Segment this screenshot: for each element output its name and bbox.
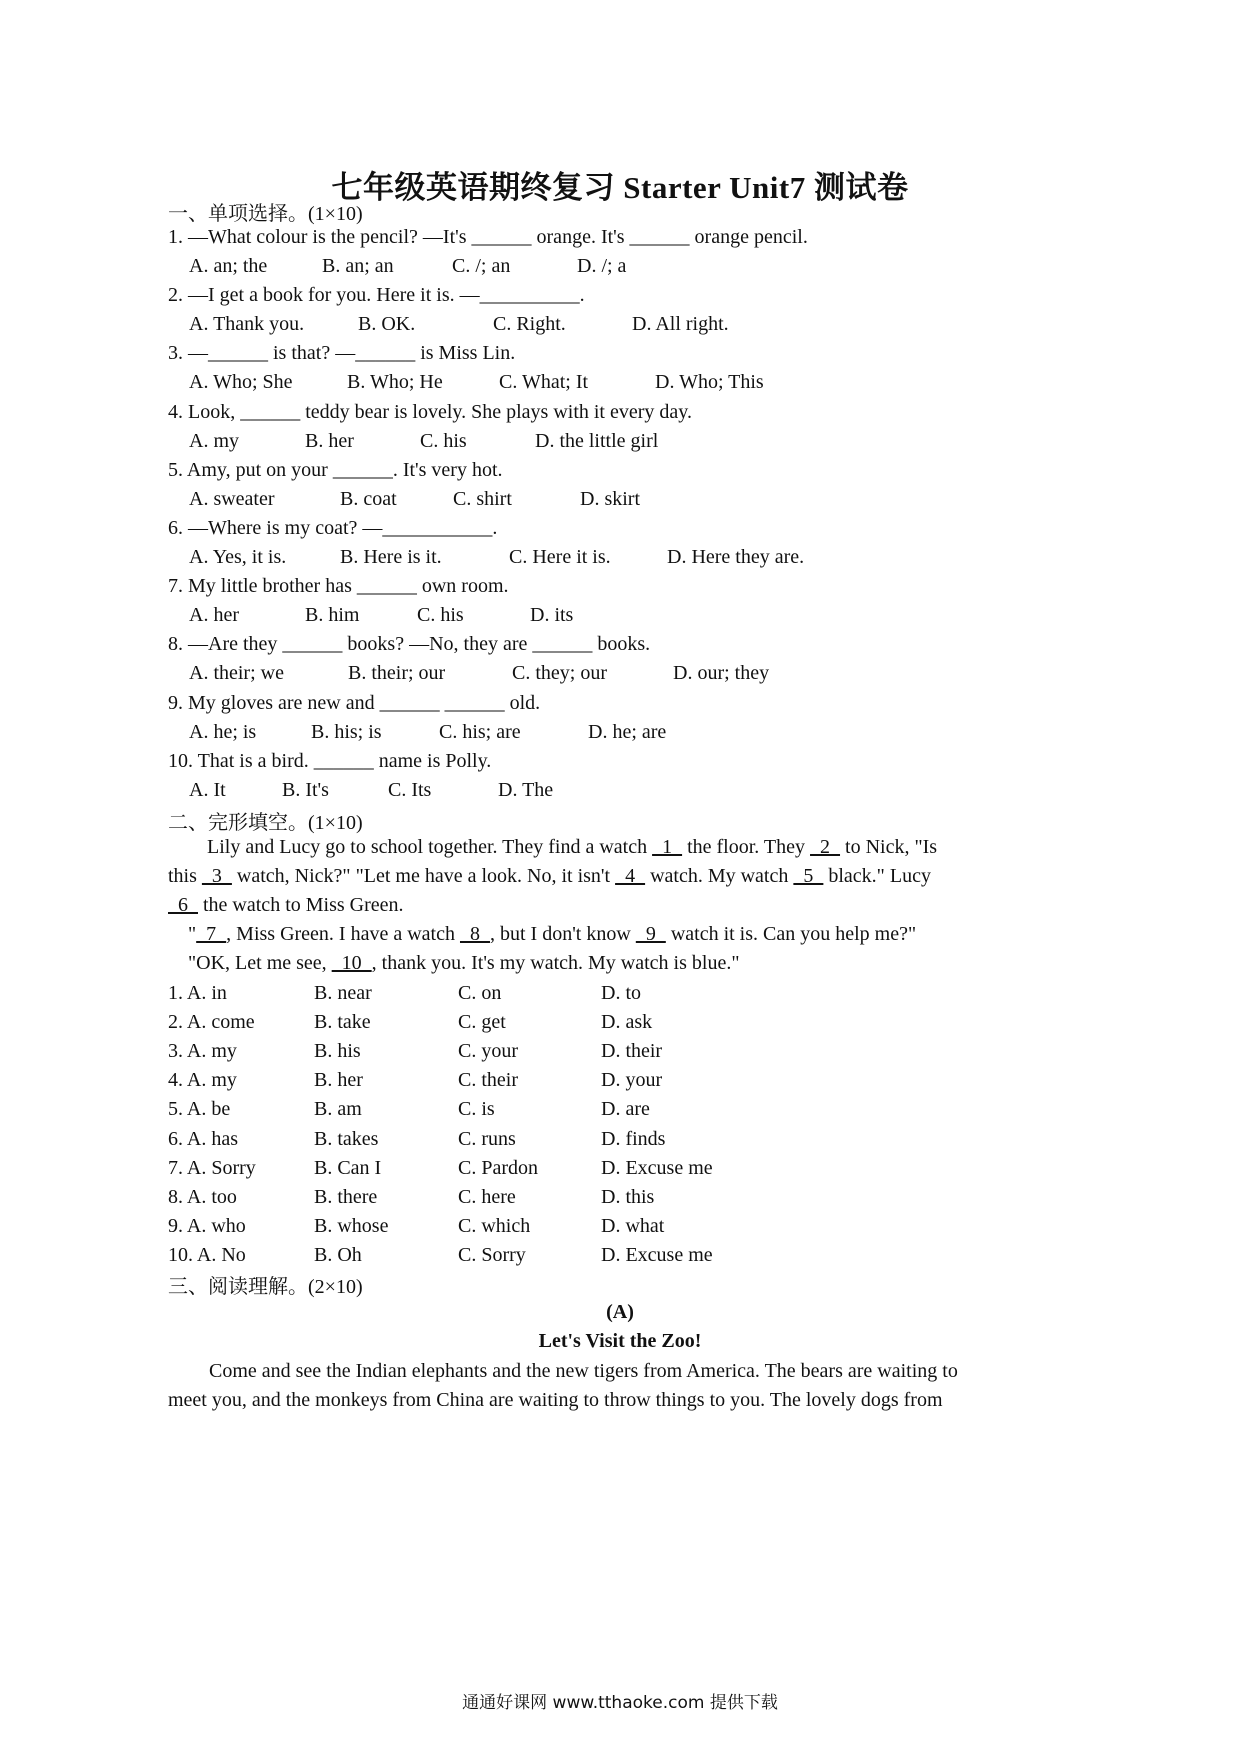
question-option: C. his; are bbox=[439, 720, 521, 743]
question-option: C. Here it is. bbox=[509, 546, 611, 568]
cloze-option: C. runs bbox=[458, 1127, 516, 1150]
question-option: B. coat bbox=[340, 487, 397, 510]
cloze-option: B. near bbox=[314, 982, 372, 1004]
cloze-option: B. am bbox=[314, 1098, 362, 1121]
page-footer: 通通好课网 www.tthaoke.com 提供下载 bbox=[462, 1693, 778, 1713]
question-stem: 5. Amy, put on your ______. It's very hot. bbox=[168, 458, 503, 481]
cloze-text: the watch to Miss Green. bbox=[198, 894, 404, 916]
cloze-option: D. Excuse me bbox=[601, 1243, 713, 1266]
cloze-option: D. finds bbox=[601, 1127, 666, 1150]
question-option: A. It bbox=[189, 778, 226, 801]
cloze-text: watch it is. Can you help me?" bbox=[665, 923, 917, 945]
question-option: C. What; It bbox=[499, 371, 589, 394]
cloze-option: 7. A. Sorry bbox=[168, 1156, 256, 1179]
cloze-option: 3. A. my bbox=[168, 1040, 237, 1063]
cloze-option: B. there bbox=[314, 1185, 378, 1208]
question-option: A. Thank you. bbox=[189, 313, 305, 336]
reading-passage-line: meet you, and the monkeys from China are waiting to throw things to you. The lovely dogs from bbox=[168, 1389, 943, 1411]
cloze-blank: 7 bbox=[196, 923, 227, 945]
cloze-text: , but I don't know bbox=[489, 923, 636, 945]
cloze-option: B. take bbox=[314, 1011, 371, 1034]
question-option: B. his; is bbox=[311, 720, 382, 743]
cloze-blank: 8 bbox=[459, 923, 490, 945]
question-option: B. Who; He bbox=[347, 371, 443, 394]
question-stem: 3. —______ is that? —______ is Miss Lin. bbox=[168, 342, 516, 365]
cloze-text: black." Lucy bbox=[823, 865, 931, 887]
cloze-option: 2. A. come bbox=[168, 1011, 255, 1034]
question-option: D. All right. bbox=[632, 313, 729, 336]
cloze-text: , Miss Green. I have a watch bbox=[226, 923, 460, 945]
cloze-option: D. your bbox=[601, 1069, 663, 1092]
cloze-option: C. here bbox=[458, 1185, 516, 1208]
cloze-option: C. on bbox=[458, 982, 502, 1004]
section2-heading: 二、完形填空。(1×10) bbox=[168, 812, 363, 834]
question-option: C. his bbox=[417, 604, 464, 627]
cloze-option: D. what bbox=[601, 1214, 665, 1237]
cloze-option: D. this bbox=[601, 1185, 655, 1208]
cloze-text: " bbox=[188, 923, 197, 945]
cloze-option: C. your bbox=[458, 1040, 518, 1063]
question-stem: 7. My little brother has ______ own room. bbox=[168, 575, 509, 598]
cloze-option: C. get bbox=[458, 1011, 506, 1034]
section3-heading: 三、阅读理解。(2×10) bbox=[168, 1276, 363, 1298]
question-option: A. he; is bbox=[189, 720, 257, 743]
cloze-text: watch, Nick?" "Let me have a look. No, it isn't bbox=[231, 865, 616, 887]
cloze-blank: 4 bbox=[615, 865, 646, 887]
cloze-option: D. their bbox=[601, 1040, 663, 1063]
question-stem: 4. Look, ______ teddy bear is lovely. She plays with it every day. bbox=[168, 400, 692, 423]
cloze-blank: 6 bbox=[168, 894, 198, 916]
question-stem: 2. —I get a book for you. Here it is. —__________. bbox=[168, 284, 585, 307]
question-option: A. her bbox=[189, 604, 239, 627]
question-option: D. its bbox=[530, 604, 574, 627]
cloze-text: Lily and Lucy go to school together. They find a watch bbox=[207, 836, 653, 858]
question-option: A. Who; She bbox=[189, 371, 293, 394]
question-option: C. they; our bbox=[512, 662, 607, 685]
question-option: D. our; they bbox=[673, 662, 770, 685]
cloze-text: "OK, Let me see, bbox=[188, 952, 332, 974]
cloze-blank: 9 bbox=[635, 923, 666, 945]
question-option: D. /; a bbox=[577, 255, 627, 277]
question-option: B. him bbox=[305, 604, 360, 627]
reading-passage-title: Let's Visit the Zoo! bbox=[538, 1330, 702, 1352]
cloze-blank: 5 bbox=[793, 865, 824, 887]
cloze-passage-line bbox=[188, 952, 740, 975]
question-option: A. their; we bbox=[189, 662, 284, 685]
cloze-option: 1. A. in bbox=[168, 982, 227, 1004]
reading-passage-line: Come and see the Indian elephants and the new tigers from America. The bears are waiting to bbox=[209, 1360, 958, 1382]
cloze-passage-line bbox=[168, 894, 404, 917]
question-option: A. my bbox=[189, 429, 239, 452]
cloze-option: D. Excuse me bbox=[601, 1156, 713, 1179]
question-option: B. an; an bbox=[322, 255, 394, 277]
cloze-option: 4. A. my bbox=[168, 1069, 237, 1092]
cloze-option: 5. A. be bbox=[168, 1098, 231, 1121]
question-option: A. an; the bbox=[189, 255, 268, 277]
question-stem: 6. —Where is my coat? —___________. bbox=[168, 517, 498, 539]
question-stem: 9. My gloves are new and ______ ______ old. bbox=[168, 691, 541, 714]
cloze-text: the floor. They bbox=[682, 836, 811, 858]
question-stem: 10. That is a bird. ______ name is Polly. bbox=[168, 749, 492, 772]
question-option: C. his bbox=[420, 429, 467, 452]
cloze-option: C. is bbox=[458, 1098, 495, 1121]
cloze-blank: 10 bbox=[331, 952, 372, 974]
question-option: D. Who; This bbox=[655, 371, 764, 394]
cloze-option: D. to bbox=[601, 982, 641, 1004]
cloze-text: to Nick, "Is bbox=[840, 836, 938, 858]
cloze-option: B. whose bbox=[314, 1214, 389, 1237]
section1-heading: 一、单项选择。(1×10) bbox=[168, 203, 363, 225]
cloze-option: B. takes bbox=[314, 1127, 379, 1150]
question-option: C. Its bbox=[388, 778, 432, 801]
cloze-option: D. ask bbox=[601, 1011, 653, 1034]
cloze-option: D. are bbox=[601, 1098, 650, 1121]
page-title: 七年级英语期终复习 Starter Unit7 测试卷 bbox=[331, 170, 909, 205]
question-option: D. skirt bbox=[580, 487, 640, 510]
question-option: B. Here is it. bbox=[340, 546, 442, 568]
cloze-option: C. which bbox=[458, 1214, 531, 1237]
cloze-option: C. Pardon bbox=[458, 1156, 538, 1179]
question-option: B. their; our bbox=[348, 662, 446, 685]
cloze-blank: 3 bbox=[201, 865, 232, 887]
cloze-option: 8. A. too bbox=[168, 1185, 237, 1208]
question-option: B. OK. bbox=[358, 313, 416, 336]
question-option: C. Right. bbox=[493, 313, 566, 336]
cloze-option: C. their bbox=[458, 1069, 518, 1092]
cloze-text: this bbox=[168, 865, 202, 887]
cloze-blank: 2 bbox=[810, 836, 841, 858]
question-option: D. the little girl bbox=[535, 429, 659, 452]
question-option: A. Yes, it is. bbox=[189, 546, 287, 568]
cloze-option: 10. A. No bbox=[168, 1243, 246, 1266]
cloze-passage-line bbox=[207, 836, 937, 859]
cloze-text: watch. My watch bbox=[645, 865, 794, 887]
question-stem: 1. —What colour is the pencil? —It's ______ orange. It's ______ orange pencil. bbox=[168, 226, 808, 248]
cloze-option: 6. A. has bbox=[168, 1127, 238, 1150]
question-option: D. he; are bbox=[588, 720, 667, 743]
question-option: B. her bbox=[305, 429, 354, 452]
question-stem: 8. —Are they ______ books? —No, they are ______ books. bbox=[168, 633, 651, 656]
cloze-passage-line bbox=[168, 865, 931, 888]
cloze-option: C. Sorry bbox=[458, 1243, 526, 1266]
cloze-option: 9. A. who bbox=[168, 1214, 246, 1237]
cloze-text: , thank you. It's my watch. My watch is blue." bbox=[371, 952, 740, 974]
cloze-blank: 1 bbox=[652, 836, 683, 858]
cloze-passage-line bbox=[188, 923, 916, 946]
question-option: D. Here they are. bbox=[667, 546, 805, 568]
question-option: C. shirt bbox=[453, 487, 512, 510]
question-option: D. The bbox=[498, 778, 554, 801]
cloze-option: B. Oh bbox=[314, 1243, 362, 1266]
reading-part-label: (A) bbox=[606, 1301, 634, 1323]
cloze-option: B. her bbox=[314, 1069, 363, 1092]
question-option: C. /; an bbox=[452, 255, 511, 277]
question-option: A. sweater bbox=[189, 487, 275, 510]
cloze-option: B. Can I bbox=[314, 1156, 382, 1179]
cloze-option: B. his bbox=[314, 1040, 361, 1063]
question-option: B. It's bbox=[282, 778, 329, 801]
